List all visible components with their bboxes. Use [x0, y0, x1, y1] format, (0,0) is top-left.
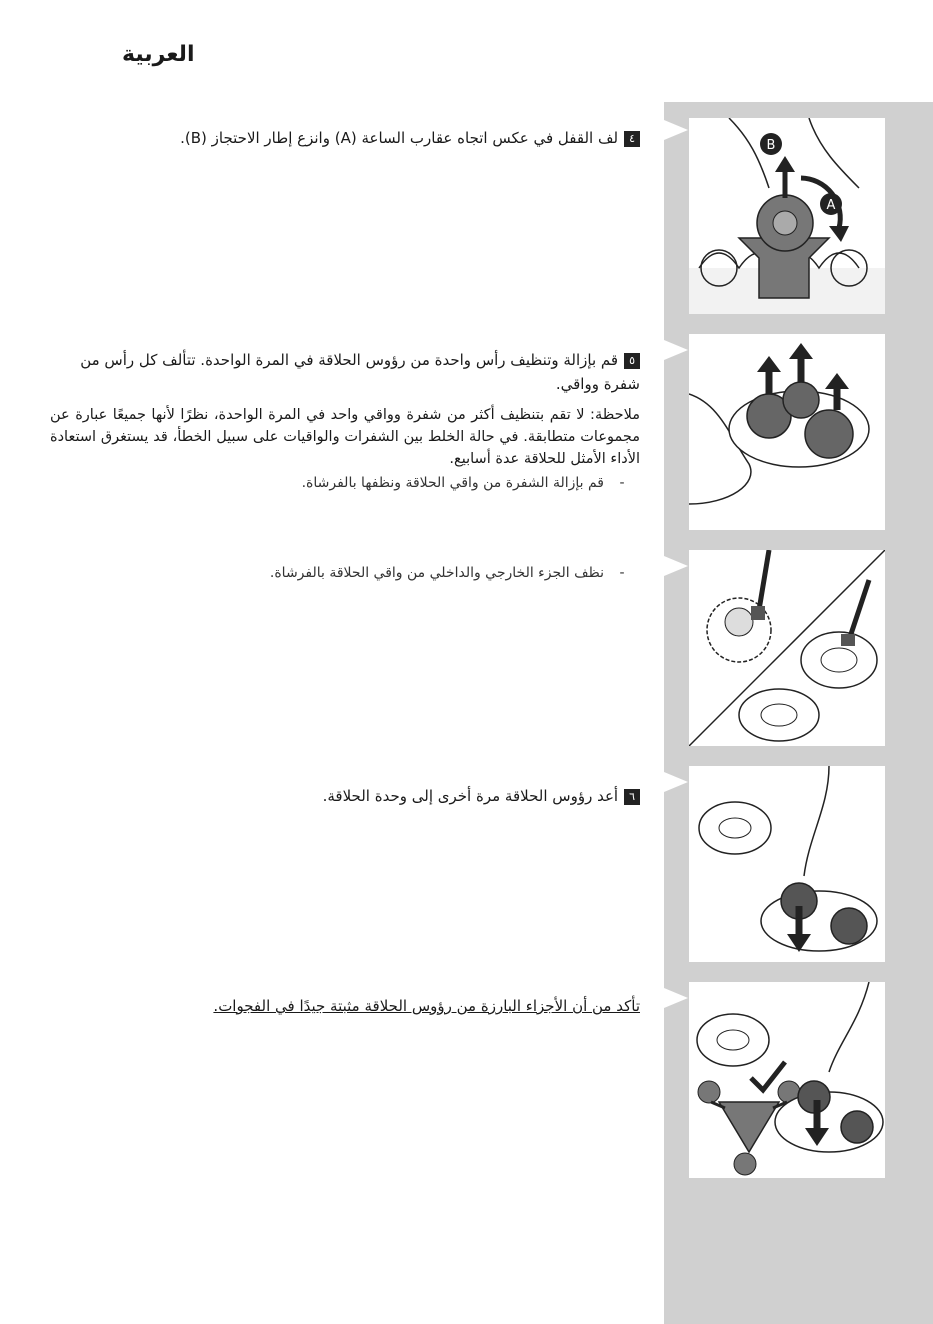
- panel-pointer: [664, 556, 688, 576]
- panel-pointer: [664, 772, 688, 792]
- bullet-dash: -: [619, 475, 625, 491]
- bullet-dash: -: [619, 565, 625, 581]
- step-5: [50, 348, 640, 396]
- bullet-text: نظف الجزء الخارجي والداخلي من واقي الحلاقة بالفرشاة.: [269, 565, 604, 581]
- panel-pointer: [664, 988, 688, 1008]
- step-6-text: أعد رؤوس الحلاقة مرة أخرى إلى وحدة الحلاقة.: [322, 787, 619, 805]
- step-4-text: لف القفل في عكس اتجاه عقارب الساعة (A) وانزع إطار الاحتجاز (B).: [180, 129, 619, 147]
- confirmation-text: تأكد من أن الأجزاء البارزة من رؤوس الحلاقة مثبتة جيدًا في الفجوات.: [213, 997, 640, 1015]
- page-title: العربية: [122, 42, 195, 67]
- illustration-reinsert-heads: [689, 766, 885, 962]
- illustration-check-alignment: [689, 982, 885, 1178]
- panel-pointer: [664, 120, 688, 140]
- bullet-clean-guard: [270, 562, 640, 584]
- bullet-remove-blade: [302, 472, 640, 494]
- illustration-unlock-retaining-frame: [689, 118, 885, 314]
- illustration-brush-cleaning: [689, 550, 885, 746]
- note-paragraph: ملاحظة: لا تقم بتنظيف أكثر من شفرة وواقي واحد في المرة الواحدة، نظرًا لأنها جميعًا عبارة عن مجموعات متطابقة. في حالة الخلط بين الشفرات والواقيات على سبيل الخطأ، قد يستغرق استعادة الأداء الأمثل للحلاقة عدة أسابيع.: [50, 407, 640, 467]
- label-a: A: [826, 198, 836, 213]
- step-number-badge: ٦: [624, 789, 640, 805]
- step-6: [323, 784, 640, 808]
- panel-pointer: [664, 340, 688, 360]
- step-4: [180, 126, 640, 150]
- illustration-remove-shaving-heads: [689, 334, 885, 530]
- label-b: B: [766, 138, 776, 153]
- step-number-badge: ٤: [624, 131, 640, 147]
- step-5-text: قم بإزالة وتنظيف رأس واحدة من رؤوس الحلاقة في المرة الواحدة. تتألف كل رأس من شفرة وواقي.: [80, 351, 640, 393]
- step-number-badge: ٥: [624, 353, 640, 369]
- bullet-text: قم بإزالة الشفرة من واقي الحلاقة ونظفها بالفرشاة.: [301, 475, 604, 491]
